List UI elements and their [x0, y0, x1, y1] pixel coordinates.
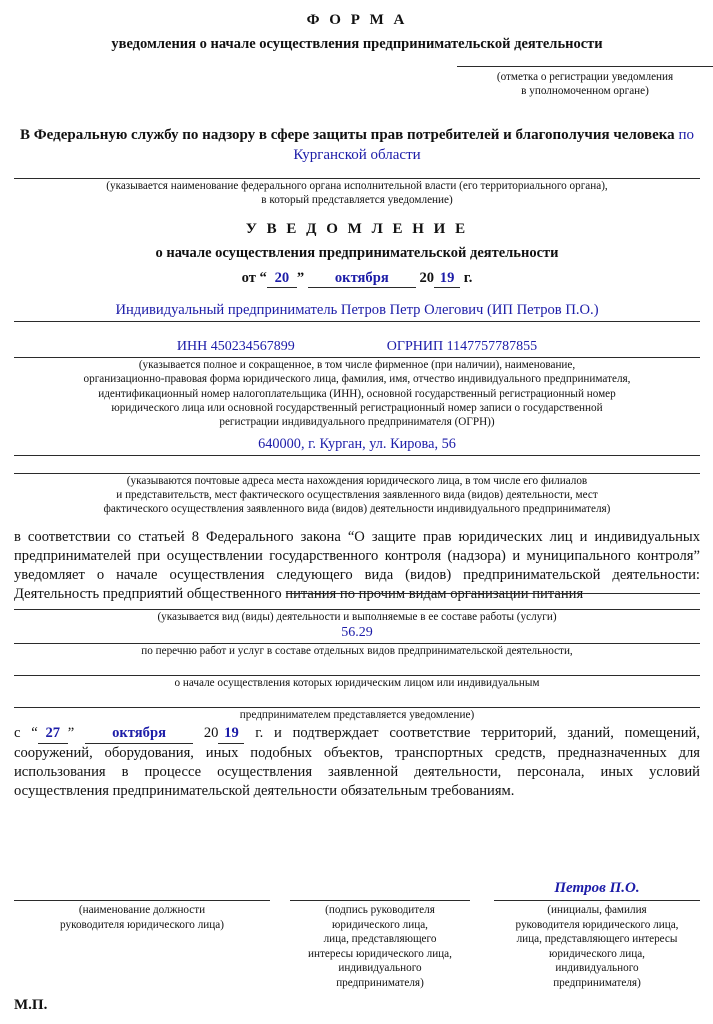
- addressee-static: В Федеральную службу по надзору в сфере защиты прав потребителей и благополучия человека: [20, 127, 675, 143]
- activity-spacer-row-1: [14, 658, 700, 675]
- activity-trailing-rule: [286, 593, 700, 594]
- date-year-prefix: 20: [419, 270, 435, 287]
- applicant-name-field[interactable]: Индивидуальный предприниматель Петров Петр Олегович (ИП Петров П.О.): [115, 302, 599, 319]
- form-title: Ф О Р М А: [306, 12, 408, 28]
- activity-hint-submit: предпринимателем представляется уведомление): [239, 709, 475, 722]
- confirmation-paragraph: [14, 724, 700, 801]
- signature-initials-caption-1: (инициалы, фамилия: [547, 904, 647, 916]
- registration-mark-rule: [457, 66, 713, 67]
- confirmation-month-field[interactable]: октября: [85, 724, 193, 744]
- signature-signature-rule: [290, 900, 470, 901]
- applicant-hint-line1: (указывается полное и сокращенное, в том числе фирменное (при наличии), наименование,: [138, 359, 576, 372]
- signature-position-rule: [14, 900, 270, 901]
- signature-signature-caption-1: (подпись руководителя: [325, 904, 435, 916]
- address-hint-line2: и представительств, мест фактического осуществления заявленного вида (видов) деятельности, мест: [116, 489, 598, 502]
- confirmation-prefix: с “: [14, 724, 38, 741]
- registration-mark-hint-line1: (отметка о регистрации уведомления: [496, 71, 674, 83]
- applicant-hint-line3: идентификационный номер налогоплательщика (ИНН), основной государственный регистрационный номер: [98, 387, 616, 400]
- addressee-text: [14, 125, 700, 166]
- signature-initials-caption-4: юридического лица,: [549, 947, 645, 960]
- signature-initials-caption-6: предпринимателя): [553, 976, 641, 989]
- signature-initials-caption-5: индивидуального: [555, 962, 639, 975]
- activity-trailing-rule-wrap: [14, 593, 700, 595]
- ogrnip-field[interactable]: ОГРНИП 1147757787855: [386, 339, 538, 355]
- form-subtitle: уведомления о начале осуществления предпринимательской деятельности: [111, 36, 603, 52]
- applicant-hint-line4: юридического лица или основной государственный регистрационный номер записи о государственной: [111, 402, 603, 415]
- notification-subtitle: о начале осуществления предпринимательской деятельности: [155, 245, 559, 262]
- applicant-ids-row: [14, 339, 700, 357]
- signature-initials-caption-3: лица, представляющего интересы: [516, 933, 678, 946]
- registration-mark-hint-line2: в уполномоченном органе): [521, 85, 649, 98]
- addressee-region[interactable]: по Курганской области: [293, 127, 694, 164]
- activity-spacer-row-2: [14, 690, 700, 707]
- applicant-hint-line2: организационно-правовая форма юридического лица, фамилия, имя, отчество индивидуального предпринимателя,: [83, 373, 631, 386]
- signature-column-position: [14, 900, 270, 990]
- signature-initials-caption-2: руководителя юридического лица,: [515, 918, 679, 931]
- address-spacer-row: [14, 456, 700, 473]
- notification-title: У В Е Д О М Л Е Н И Е: [245, 221, 469, 238]
- confirmation-day-field[interactable]: 27: [38, 724, 68, 744]
- signature-position-caption-1: (наименование должности: [78, 904, 206, 916]
- applicant-hint-line5: регистрации индивидуального предпринимателя (ОГРН)): [219, 416, 495, 429]
- signature-column-initials: [494, 880, 700, 990]
- confirmation-year-field[interactable]: 19: [218, 724, 244, 744]
- address-hint-line3: фактического осуществления заявленного вида (видов) деятельности индивидуального предпринимателя): [103, 503, 611, 516]
- addressee-hint-line2: в который представляется уведомление): [261, 193, 453, 206]
- addressee-hint-line1: (указывается наименование федерального органа исполнительной власти (его территориального органа),: [106, 179, 608, 192]
- address-field[interactable]: 640000, г. Курган, ул. Кирова, 56: [258, 435, 456, 452]
- signature-initials-rule: [494, 900, 700, 901]
- date-quote-close: ”: [296, 270, 305, 287]
- signature-signature-caption-6: предпринимателя): [336, 976, 424, 989]
- inn-field[interactable]: ИНН 450234567899: [176, 339, 295, 355]
- signature-column-signature: [290, 900, 470, 990]
- confirmation-text: г. и подтверждает соответствие территорий, зданий, помещений, сооружений, оборудования, иных подобных объектов, транспортных средств, предназначенных для использования в процессе осуществления заявленной деятельности, персонала, иных условий осуществления предпринимательской деятельности обязательным требованиям.: [14, 724, 700, 799]
- notification-date-line: [14, 270, 700, 288]
- confirmation-year-prefix: 20: [203, 724, 219, 741]
- date-year-field[interactable]: 19: [434, 270, 460, 288]
- declaration-paragraph: в соответствии со статьей 8 Федерального закона “О защите прав юридических лиц и индивидуальных предпринимателей при осуществлении государственного контроля (надзора) и муниципального контроля” уведомляет о начале осуществления следующего вида (видов) предпринимательской деятельности: Деятельность предприятий общественного питания по прочим видам организации питания: [14, 528, 700, 603]
- date-suffix: г.: [463, 270, 473, 287]
- signature-signature-caption-5: индивидуального: [338, 962, 422, 975]
- date-month-field[interactable]: октября: [308, 270, 416, 288]
- activity-hint-start: о начале осуществления которых юридическим лицом или индивидуальным: [174, 676, 540, 689]
- address-hint-line1: (указываются почтовые адреса места нахождения юридического лица, в том числе его филиалов: [126, 474, 588, 487]
- signature-position-caption-2: руководителя юридического лица): [60, 918, 224, 931]
- signature-block: [14, 880, 700, 990]
- stamp-mark: М.П.: [14, 997, 48, 1013]
- applicant-spacer-row: [14, 322, 700, 339]
- activity-hint-works: по перечню работ и услуг в составе отдельных видов предпринимательской деятельности,: [141, 644, 573, 657]
- signature-signature-caption-2: юридического лица,: [332, 918, 428, 931]
- signature-signature-caption-4: интересы юридического лица,: [308, 947, 452, 960]
- signature-initials-value[interactable]: Петров П.О.: [554, 880, 640, 896]
- okved-code-field[interactable]: 56.29: [341, 624, 373, 640]
- date-prefix: от “: [241, 270, 267, 287]
- registration-mark-box: [457, 66, 713, 99]
- confirmation-quote-close: ”: [67, 724, 75, 741]
- document-body: [14, 0, 700, 801]
- date-day-field[interactable]: 20: [267, 270, 297, 288]
- activity-hint-type: (указывается вид (виды) деятельности и выполняемые в ее составе работы (услуги): [157, 611, 557, 624]
- signature-signature-caption-3: лица, представляющего: [323, 933, 437, 946]
